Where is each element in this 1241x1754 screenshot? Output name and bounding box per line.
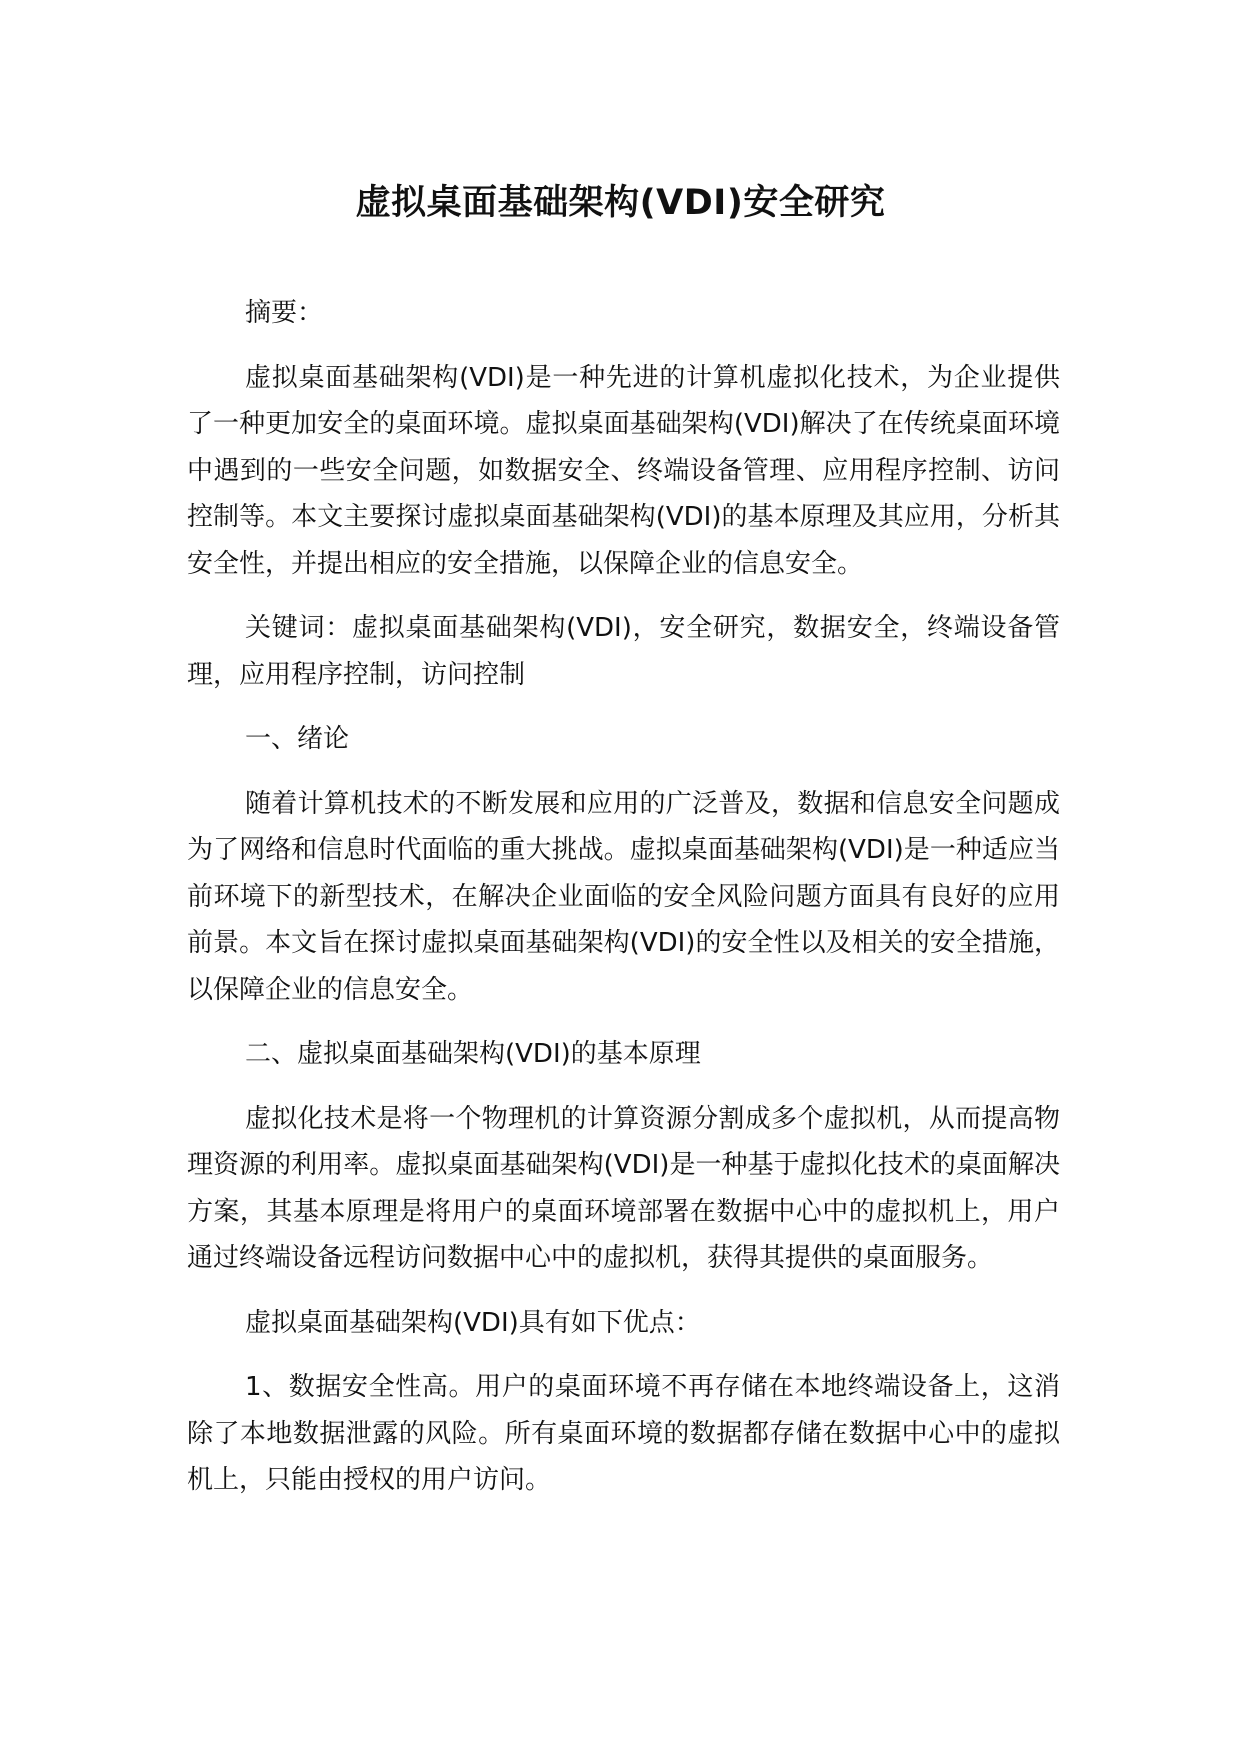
abstract-heading: 摘要： xyxy=(245,298,324,328)
abstract-paragraph: 虚拟桌面基础架构(VDI)是一种先进的计算机虚拟化技术，为企业提供了一种更加安全的桌面环境。虚拟桌面基础架构(VDI)解决了在传统桌面环境中遇到的一些安全问题，如数据安全、终端设备管理、应用程序控制、访问控制等。本文主要探讨虚拟桌面基础架构(VDI)的基本原理及其应用，分析其安全性，并提出相应的安全措施，以保障企业的信息安全。 xyxy=(187,362,1060,579)
introduction-paragraph: 随着计算机技术的不断发展和应用的广泛普及，数据和信息安全问题成为了网络和信息时代面临的重大挑战。虚拟桌面基础架构(VDI)是一种适应当前环境下的新型技术，在解决企业面临的安全风险问题方面具有良好的应用前景。本文旨在探讨虚拟桌面基础架构(VDI)的安全性以及相关的安全措施，以保障企业的信息安全。 xyxy=(187,788,1060,1005)
page-title: 虚拟桌面基础架构(VDI)安全研究 xyxy=(355,183,886,223)
document-body xyxy=(187,290,1060,1522)
advantage-item: 1、数据安全性高。用户的桌面环境不再存储在本地终端设备上，这消除了本地数据泄露的风险。所有桌面环境的数据都存储在数据中心中的虚拟机上，只能由授权的用户访问。 xyxy=(187,1372,1060,1495)
principles-paragraph: 虚拟化技术是将一个物理机的计算资源分割成多个虚拟机，从而提高物理资源的利用率。虚拟桌面基础架构(VDI)是一种基于虚拟化技术的桌面解决方案，其基本原理是将用户的桌面环境部署在数据中心中的虚拟机上，用户通过终端设备远程访问数据中心中的虚拟机，获得其提供的桌面服务。 xyxy=(187,1103,1060,1273)
keywords-paragraph: 关键词：虚拟桌面基础架构(VDI)，安全研究，数据安全，终端设备管理，应用程序控制，访问控制 xyxy=(187,613,1060,690)
section-heading-principles: 二、虚拟桌面基础架构(VDI)的基本原理 xyxy=(245,1039,701,1069)
section-heading-introduction: 一、绪论 xyxy=(245,724,350,754)
advantages-intro: 虚拟桌面基础架构(VDI)具有如下优点： xyxy=(245,1307,701,1338)
